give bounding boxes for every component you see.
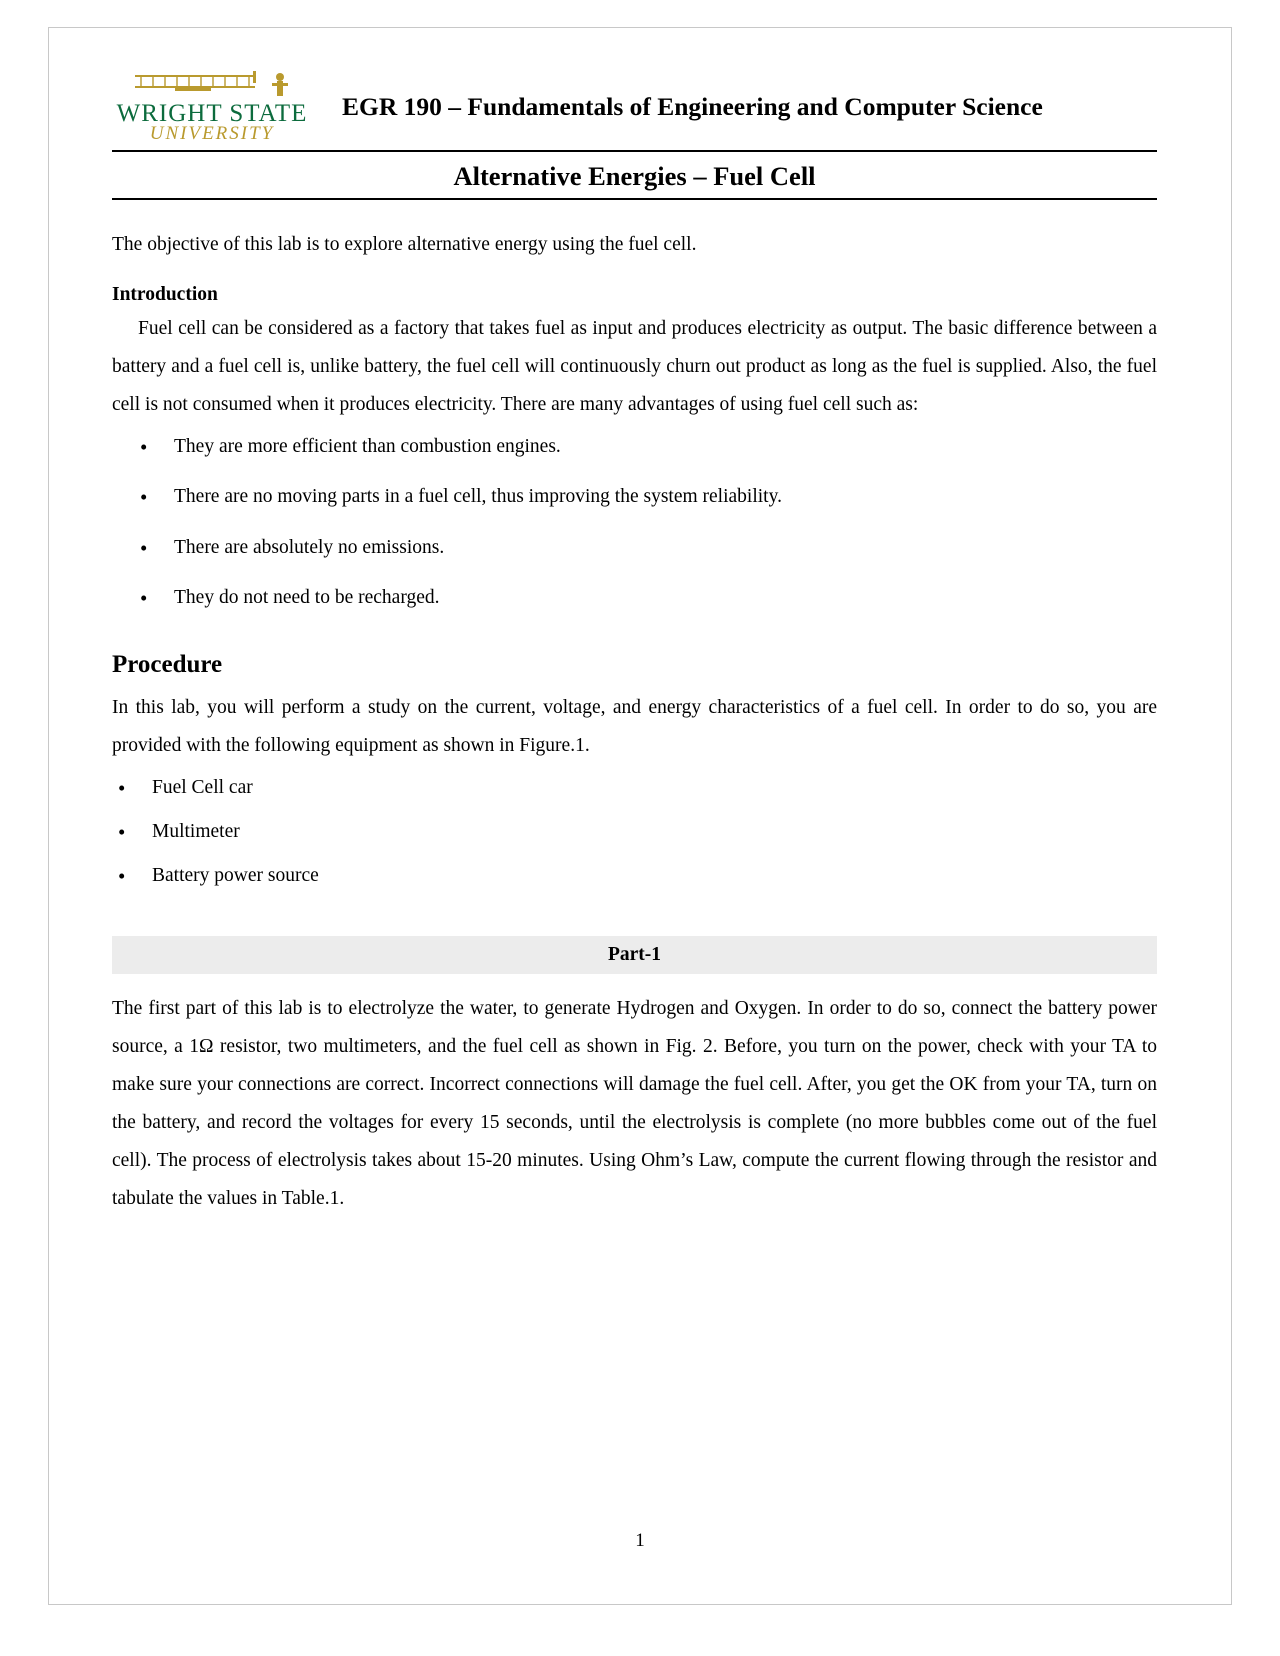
document-page: [48, 27, 1232, 1605]
page-number: 1: [635, 1530, 645, 1551]
list-item: • There are absolutely no emissions.: [112, 533, 1157, 563]
part-1-paragraph: The first part of this lab is to electrolyze the water, to generate Hydrogen and Oxygen. In order to do so, connect the battery power source, a 1Ω resistor, two multimeters, and the fuel cell as shown in Fig. 2. Before, you turn on the power, check with your TA to make sure your connections are correct. Incorrect connections will damage the fuel cell. After, you get the OK from your TA, turn on the battery, and record the voltages for every 15 seconds, until the electrolysis is complete (no more bubbles come out of the fuel cell). The process of electrolysis takes about 15-20 minutes. Using Ohm’s Law, compute the current flowing through the resistor and tabulate the values in Table.1.: [112, 997, 1157, 1209]
equipment-list: [112, 773, 1157, 892]
list-item: • They do not need to be recharged.: [112, 583, 1157, 613]
list-item: • They are more efficient than combustion engines.: [112, 432, 1157, 462]
part-1-banner: Part-1: [112, 936, 1157, 974]
page-content: [112, 66, 1157, 1224]
procedure-heading: Procedure: [112, 650, 223, 678]
list-item: • Battery power source: [112, 861, 1157, 891]
logo-wordmark: WRIGHT STATE: [116, 100, 308, 127]
header-divider-bottom: [112, 198, 1157, 200]
objective-paragraph: The objective of this lab is to explore alternative energy using the fuel cell.: [112, 234, 697, 255]
list-item: • There are no moving parts in a fuel cell, thus improving the system reliability.: [112, 482, 1157, 512]
advantages-list: [112, 432, 1157, 613]
logo-subtext: UNIVERSITY: [149, 123, 275, 144]
document-header: [112, 66, 1157, 148]
course-title: EGR 190 – Fundamentals of Engineering and Computer Science: [342, 92, 1043, 121]
introduction-heading: Introduction: [112, 284, 218, 306]
wright-state-logo: [112, 71, 312, 143]
procedure-paragraph: In this lab, you will perform a study on the current, voltage, and energy characteristics of a fuel cell. In order to do so, you are provided with the following equipment as shown in Figure.1.: [112, 696, 1157, 756]
list-item: • Fuel Cell car: [112, 773, 1157, 803]
biplane-icon: [112, 71, 312, 99]
list-item: • Multimeter: [112, 817, 1157, 847]
introduction-paragraph: Fuel cell can be considered as a factory that takes fuel as input and produces electricity as output. The basic difference between a battery and a fuel cell is, unlike battery, the fuel cell will continuously churn out product as long as the fuel is supplied. Also, the fuel cell is not consumed when it produces electricity. There are many advantages of using fuel cell such as:: [112, 318, 1157, 416]
page-title: Alternative Energies – Fuel Cell: [453, 161, 816, 191]
